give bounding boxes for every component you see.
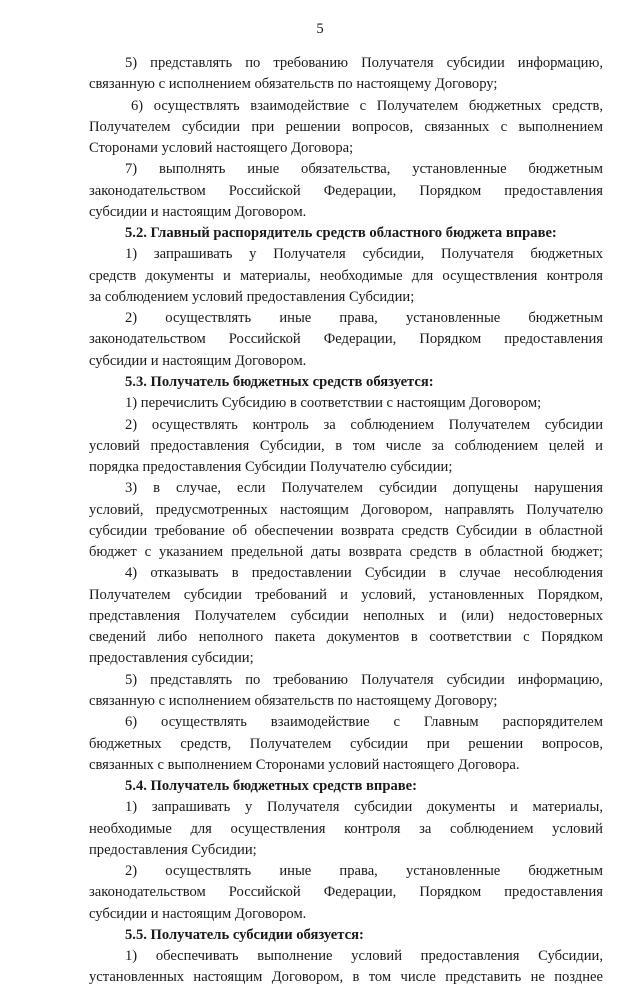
text-line: 5) представлять по требованию Получателя субсидии информацию,: [125, 671, 603, 688]
text-line: законодательством Российской Федерации, Порядком предоставления: [89, 884, 603, 901]
text-line: 2) осуществлять иные права, установленные бюджетным: [125, 863, 603, 880]
text-line: условий предоставления Субсидии, в том числе за соблюдением целей и: [89, 437, 603, 454]
section-heading: 5.5. Получатель субсидии обязуется:: [125, 926, 364, 943]
text-line: 7) выполнять иные обязательства, установленные бюджетным: [125, 161, 603, 178]
section-heading: 5.3. Получатель бюджетных средств обязуется:: [125, 373, 434, 390]
text-line: Сторонами условий настоящего Договора;: [89, 140, 354, 157]
text-line: 1) запрашивать у Получателя субсидии, Получателя бюджетных: [125, 246, 603, 263]
text-line: субсидии и настоящим Договором.: [89, 352, 307, 369]
text-line: предоставления субсидии;: [89, 650, 254, 667]
text-line: 3) в случае, если Получателем субсидии допущены нарушения: [125, 480, 603, 497]
text-line: 6) осуществлять взаимодействие с Получателем бюджетных средств,: [131, 97, 603, 114]
text-line: 1) перечислить Субсидию в соответствии с настоящим Договором;: [125, 395, 542, 412]
text-line: законодательством Российской Федерации, Порядком предоставления: [89, 182, 603, 199]
text-line: субсидии требование об обеспечении возврата средств Субсидии в областной: [89, 522, 603, 539]
page-number: 5: [316, 21, 324, 37]
text-line: за соблюдением условий предоставления Субсидии;: [89, 288, 415, 305]
text-line: 2) осуществлять контроль за соблюдением Получателем субсидии: [125, 416, 603, 433]
text-line: 1) запрашивать у Получателя субсидии документы и материалы,: [125, 799, 603, 816]
text-line: сведений либо неполного пакета документов в соответствии с Порядком: [89, 629, 603, 646]
text-line: связанную с исполнением обязательств по настоящему Договору;: [89, 692, 498, 709]
text-line: 5) представлять по требованию Получателя субсидии информацию,: [125, 55, 603, 71]
text-line: бюджет с указанием предельной даты возврата средств в областной бюджет;: [89, 544, 603, 561]
text-line: бюджетных средств, Получателем субсидии при решении вопросов,: [89, 735, 603, 752]
text-line: связанную с исполнением обязательств по настоящему Договору;: [89, 76, 498, 93]
text-line: 4) отказывать в предоставлении Субсидии в случае несоблюдения: [125, 565, 603, 582]
text-line: субсидии и настоящим Договором.: [89, 905, 307, 922]
text-line: установленных настоящим Договором, в том числе представить не позднее: [89, 969, 603, 986]
text-line: 2) осуществлять иные права, установленные бюджетным: [125, 310, 603, 327]
text-line: Получателем субсидии требований и условий, установленных Порядком,: [89, 586, 603, 603]
text-line: субсидии и настоящим Договором.: [89, 203, 307, 220]
text-line: условий, предусмотренных настоящим Договором, направлять Получателю: [89, 501, 603, 518]
text-line: 1) обеспечивать выполнение условий предоставления Субсидии,: [125, 948, 603, 965]
text-line: предоставления Субсидии;: [89, 841, 257, 858]
text-line: Получателем субсидии при решении вопросов, связанных с выполнением: [89, 118, 603, 135]
text-line: порядка предоставления Субсидии Получателю субсидии;: [89, 459, 453, 476]
section-heading: 5.2. Главный распорядитель средств областного бюджета вправе:: [125, 225, 557, 242]
text-line: средств документы и материалы, необходимые для осуществления контроля: [89, 267, 603, 284]
section-heading: 5.4. Получатель бюджетных средств вправе:: [125, 778, 417, 795]
text-line: необходимые для осуществления контроля за соблюдением условий: [89, 820, 603, 837]
text-line: представления Получателем субсидии неполных и (или) недостоверных: [89, 607, 603, 624]
text-line: связанных с выполнением Сторонами условий настоящего Договора.: [89, 756, 520, 773]
text-line: законодательством Российской Федерации, Порядком предоставления: [89, 331, 603, 348]
text-line: 6) осуществлять взаимодействие с Главным распорядителем: [125, 714, 603, 731]
document-body: [89, 53, 603, 989]
